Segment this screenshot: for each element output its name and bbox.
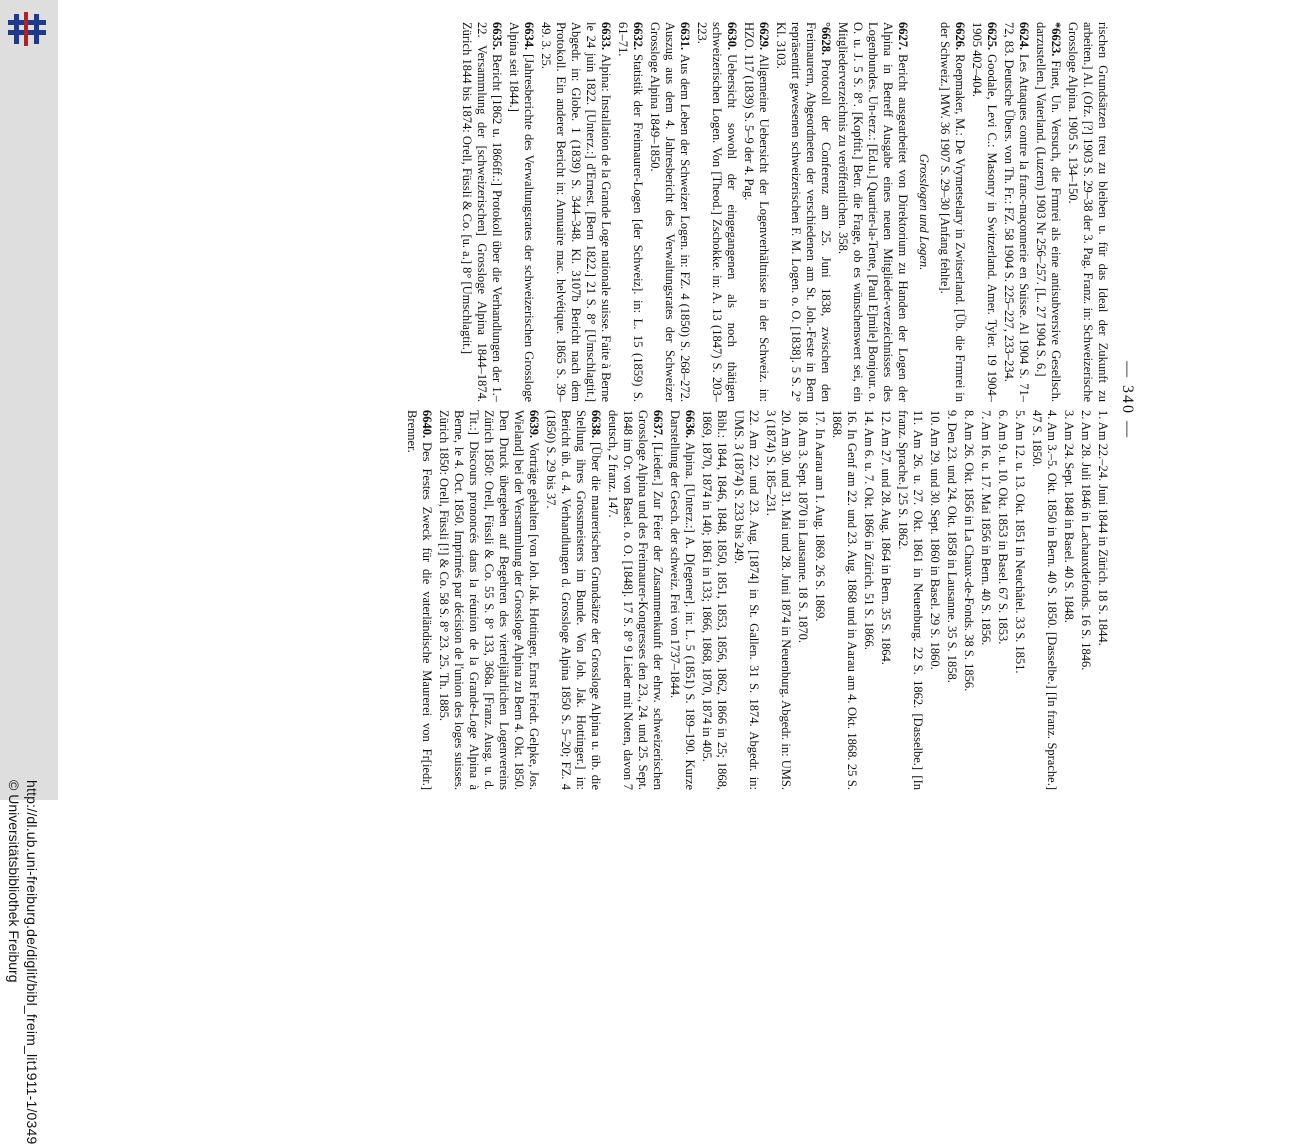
entry-text: Uebersicht sowohl der eingegangenen als noch thätigen schweizerischen Logen. Von [Theod.] Zschokke. in: A. 13 (1847) S. 203–223.: [695, 22, 739, 402]
bibliography-entry: [538, 22, 613, 402]
bibliography-entry: [829, 410, 859, 790]
bibliography-entry: [647, 22, 692, 402]
rotated-page-content: [180, 0, 1140, 800]
entry-text: 4. Am 3.–5. Okt. 1850 in Bern. 40 S. 1850. [Dasselbe.] [In franz. Sprache.] 47 S. 1850.: [1030, 410, 1059, 790]
entry-text: Alpina: Installation de la Grande Loge nationale suisse. Faite à Berne le 24 juin 1822. [Unterz.:] d'Ernest. [Bern 1822.] 21 S. 8° [Umschlagtit.] Abgedr. in: Globe. 1 (1839) S. 344–348. Kl. 3107b Bericht nach dem Protokoll. Ein anderer Bericht in: Annuaire mac. helvétique. 1865 S. 39–49. 3. 25.: [539, 22, 613, 402]
entry-text: Vorträge gehalten [von Joh. Jak. Hottinger, Ernst Friedr. Gelpke, Jos. Wieland] bei der Versammlung der Grossloge Alpina zu Bern 4. Okt. 1850. Den Druck übergeben auf Begehren des vierteljährlichen Logenvereins Zürich 1850: Orell, Füssli & Co. 55 S. 8° 133, 368a. [Franz. Ausg. u. d. Tit.:] Discours prononcés dans la réunion de la Grande-Loge Alpina à Berne, le 4. Oct. 1850. Imprimés par décision de l'union des loges suisses. Zürich 1850: Orell, Füssli [!] & Co. 58 S. 8° 23. 25. Th. 1885.: [437, 410, 541, 790]
bibliography-entry: [1095, 410, 1110, 790]
entry-text: 5. Am 12. u. 13. Okt. 1851 in Neuchâtel. 33 S. 1851.: [1013, 410, 1027, 674]
entry-text: Statistik der Freimaurer-Logen [der Schweiz]. in: L. 15 (1859) S. 61–71.: [616, 22, 645, 402]
bibliography-entry: [763, 410, 793, 790]
entry-number: 6631.: [678, 22, 692, 51]
entry-text: [Über die maurerischen Grundsätze der Grossloge Alpina u. üb. die Stellung ihres Grossmeisters im Bunde. Von Joh. Jak. Hottinger.] in: Bericht üb. d. 4. Verhandlungen d. Grossloge Alpina 1850 S. 5–20; FZ. 4 (1850) S. 29 bis 37.: [544, 410, 603, 790]
bibliography-entry: [667, 410, 697, 790]
bibliography-entry: [436, 410, 541, 790]
entry-text: 18. Am 3. Sept. 1870 in Lausanne. 18 S. 1870.: [796, 410, 810, 643]
section-heading: [916, 22, 931, 402]
entry-text: Roepmaker, M.: De Vrymetselary in Zwitserland. [Üb. die Frmrei in der Schweiz.] MW. 36 1907 S. 29–30 [Anfang fehlte].: [938, 22, 967, 402]
bibliography-entry: [895, 410, 925, 790]
entry-text: 17. In Aarau am 1. Aug. 1869. 26 S. 1869.: [813, 410, 827, 622]
bibliography-entry: [1078, 410, 1093, 790]
entry-text: Alpina. [Unterz.:] A. D[egener]. in: L. 5 (1851) S. 189–190. Kurze Darstellung der Gesch. der schweiz. Frei von 1737–1844.: [668, 410, 697, 790]
entry-number: 6629.: [757, 22, 771, 51]
scanned-page: [180, 0, 1140, 800]
bibliography-entry: [605, 410, 665, 790]
viewer-sidebar: [0, 0, 58, 1145]
bibliography-entry: [969, 22, 999, 402]
bibliography-entry: [835, 22, 910, 402]
bibliography-entry: [543, 410, 603, 790]
bibliography-entry: [1001, 22, 1031, 402]
entry-number: 6636.: [683, 410, 697, 439]
entry-number: 6627.: [896, 22, 910, 51]
entry-text: 16. In Genf am 22. und 23. Aug. 1868 und in Aarau am 4. Okt. 1868. 25 S. 1868.: [830, 410, 859, 790]
entry-text: 22. Am 22. und 23. Aug. [1874] in St. Gallen. 31 S. 1874. Abgedr. in: UMS. 3 (1874) S. 233 bis 249.: [732, 410, 761, 790]
entry-text: 1. Am 22.–24. Juni 1844 in Zürich. 18 S. 1844.: [1096, 410, 1110, 646]
entry-number: 6625.: [985, 22, 999, 51]
source-url[interactable]: http://dl.ub.uni-freiburg.de/diglit/bibl_freim_lit1911-1/0349: [24, 780, 40, 1145]
entry-text: 7. Am 16. u. 17. Mai 1856 in Bern. 40 S. 1856.: [979, 410, 993, 646]
bibliography-entry: [937, 22, 967, 402]
entry-text: 3. Am 24. Sept. 1848 in Basel. 40 S. 1848.: [1062, 410, 1076, 623]
bibliography-entry: [1065, 22, 1110, 402]
entry-number: 6633.: [599, 22, 613, 51]
entry-text: rischen Grundsätzen treu zu bleiben u. für das Ideal der Zukunft zu arbeiten.] Al. (Ofz. [?] 1903 S. 29–38 der 3. Pag. Franz. in: Schweizerische Grossloge Alpina. 1905 S. 134–150.: [1066, 22, 1110, 402]
entry-text: Les Attaques contre la franc-maçonnerie en Suisse. Al 1904 S. 71–72, 83. Deutsche Übers. von Th. Fr.: FZ. 58 1904 S. 225–227, 233–234.: [1002, 22, 1031, 402]
entry-text: Allgemeine Uebersicht der Logenverhältnisse in der Schweiz. in: HZO. 117 (1839) S. 5–9 der 4. Pag.: [742, 22, 771, 402]
entry-text: 14. Am 6. u. 7. Okt. 1866 in Zürich. 51 S. 1866.: [862, 410, 876, 650]
entry-number: 6640.: [420, 410, 434, 439]
entry-text: [Jahresberichte des Verwaltungsrates der schweizerischen Grossloge Alpina seit 1844.]: [507, 22, 536, 402]
bibliography-entry: [741, 22, 771, 402]
entry-text: Bibl.: 1844, 1846, 1848, 1850, 1851, 1853, 1856, 1862, 1866 in 25; 1868, 1869, 1870, 1874 in 140; 1861 in 133; 1866, 1868, 1870, 1874 in 405.: [700, 410, 729, 790]
entry-number: 6638.: [589, 410, 603, 439]
entry-text: Aus dem Leben der Schweizer Logen. in: FZ. 4 (1850) S. 268–272. Auszug aus dem 4. Jahresbericht des Verwaltungsrates der Schweizer Grossloge Alpina 1849–1850.: [648, 22, 692, 402]
entry-text: Grosslogen und Logen.: [917, 153, 931, 271]
entry-number: 6632.: [631, 22, 645, 51]
bibliography-entry: [1029, 410, 1059, 790]
bibliography-entry: [404, 410, 434, 790]
entry-text: Bericht ausgearbeitet von Direktorium zu Handen der Logen der Alpina in Betreff Ausgabe eines neuen Mitglieder-verzeichnisses des Logenbundes. Un-terz.: [Ed.u.] Quartier-la-Tente, [Paul E]mile] Bonjour. o. O. u. J. 5 S. 8°. [Kopftit.] Betr. die Frage, ob es wünschenswert sei, ein Mitgliederverzeichnis zu veröffentlichen. 358.: [836, 22, 910, 402]
bibliography-entry: [1061, 410, 1076, 790]
bibliography-entry: [927, 410, 942, 790]
bibliography-entry: [506, 22, 536, 402]
entry-text: Des Festes Zweck für die vaterländische Maurerei von Fr[iedr.] Brenner.: [405, 410, 434, 790]
bibliography-entry: [1033, 22, 1063, 402]
bibliography-entry: [773, 22, 833, 402]
bibliography-entry: [961, 410, 976, 790]
entry-number: °6628.: [819, 22, 833, 56]
entry-text: Protocoll der Conferenz am 25. Juni 1838, zwischen den Freimaurern, Abgeordneten der verschiedenen am St. Joh.-Feste in Bern repräsentirt gewesenen schweizerischen F. M. Logen. o. O. [1838]. 5 S. 2° Kl. 3103.: [774, 22, 833, 402]
entry-number: 6637.: [651, 410, 665, 439]
bibliography-entry: [795, 410, 810, 790]
entry-text: 8. Am 26. Okt. 1856 in La Chaux-de-Fonds. 38 S. 1856.: [962, 410, 976, 692]
entry-number: 6626.: [953, 22, 967, 51]
right-column: [402, 410, 1110, 790]
bibliography-entry: [812, 410, 827, 790]
entry-text: 9. Den 23. und 24. Okt. 1858 in Lausanne. 35 S. 1858.: [945, 410, 959, 683]
entry-number: 6634.: [522, 22, 536, 51]
bibliography-entry: [615, 22, 645, 402]
entry-text: 2. Am 28. Juli 1846 in Lachauxdefonds. 16 S. 1846.: [1079, 410, 1093, 671]
entry-text: Bericht [1862 u. 1866ff.:] Protokoll über die Verhandlungen der 1.–22. Versammlung der [schweizerischen] Grossloge Alpina 1844–1874. Zürich 1844 bis 1874: Orell, Füssli & Co. [u. a.] 8° [Umschlagtit.]: [460, 22, 504, 402]
bibliography-entry: [731, 410, 761, 790]
bibliography-entry: [699, 410, 729, 790]
bibliography-entry: [861, 410, 876, 790]
entry-text: 6. Am 9. u. 10. Okt. 1853 in Basel. 67 S. 1853.: [996, 410, 1010, 645]
university-logo[interactable]: [6, 10, 48, 50]
bibliography-entry: [995, 410, 1010, 790]
entry-number: 6639.: [527, 410, 541, 439]
bibliography-entry: [459, 22, 504, 402]
entry-text: Finet, Un. Versuch, die Frmrei als eine antisubversive Gesellsch. darzustellen.] Vaterland. (Luzern) 1903 Nr 256–257. [L. 27 1904 S. 6.]: [1034, 22, 1063, 402]
bibliography-entry: [978, 410, 993, 790]
entry-text: 11. Am 26. u. 27. Okt. 1861 in Neuenburg. 22 S. 1862. [Dasselbe.] [In franz. Sprache.] 25 S. 1862.: [896, 410, 925, 790]
copyright-notice: © Universitätsbibliothek Freiburg: [6, 780, 22, 983]
entry-text: 10. Am 29. und 30. Sept. 1860 in Basel. 29 S. 1860.: [928, 410, 942, 670]
left-column: [457, 22, 1110, 402]
entry-text: 12. Am 27. und 28. Aug. 1864 in Bern. 35 S. 1864.: [879, 410, 893, 665]
bibliography-entry: [694, 22, 739, 402]
entry-number: *6623.: [1049, 22, 1063, 57]
page-number-header: — 340 —: [1119, 361, 1136, 439]
entry-text: Goodale, Levi C.: Masonry in Switzerland. Amer. Tyler. 19 1904–1905 402–404.: [970, 22, 999, 402]
bibliography-entry: [944, 410, 959, 790]
bibliography-entry: [878, 410, 893, 790]
entry-text: 20. Am 30. und 31. Mai und 28. Juni 1874 in Neuenburg. Abgedr. in: UMS. 3 (1874) S. 185–231.: [764, 410, 793, 790]
entry-text: [Lieder.] Zur Feier der Zusammenkunft der ehrw. schweizerischen Grossloge Alpina und des Freimaurer-Kongresses den 23., 24. und 25. Sept. 1848 im Or. von Basel. o. O. [1848]. 17 S. 8° 9 Lieder mit Noten, davon 7 deutsch, 2 franz. 147.: [606, 410, 665, 790]
entry-number: 6624.: [1017, 22, 1031, 51]
entry-number: 6630.: [725, 22, 739, 51]
entry-number: 6635.: [490, 22, 504, 51]
bibliography-entry: [1012, 410, 1027, 790]
